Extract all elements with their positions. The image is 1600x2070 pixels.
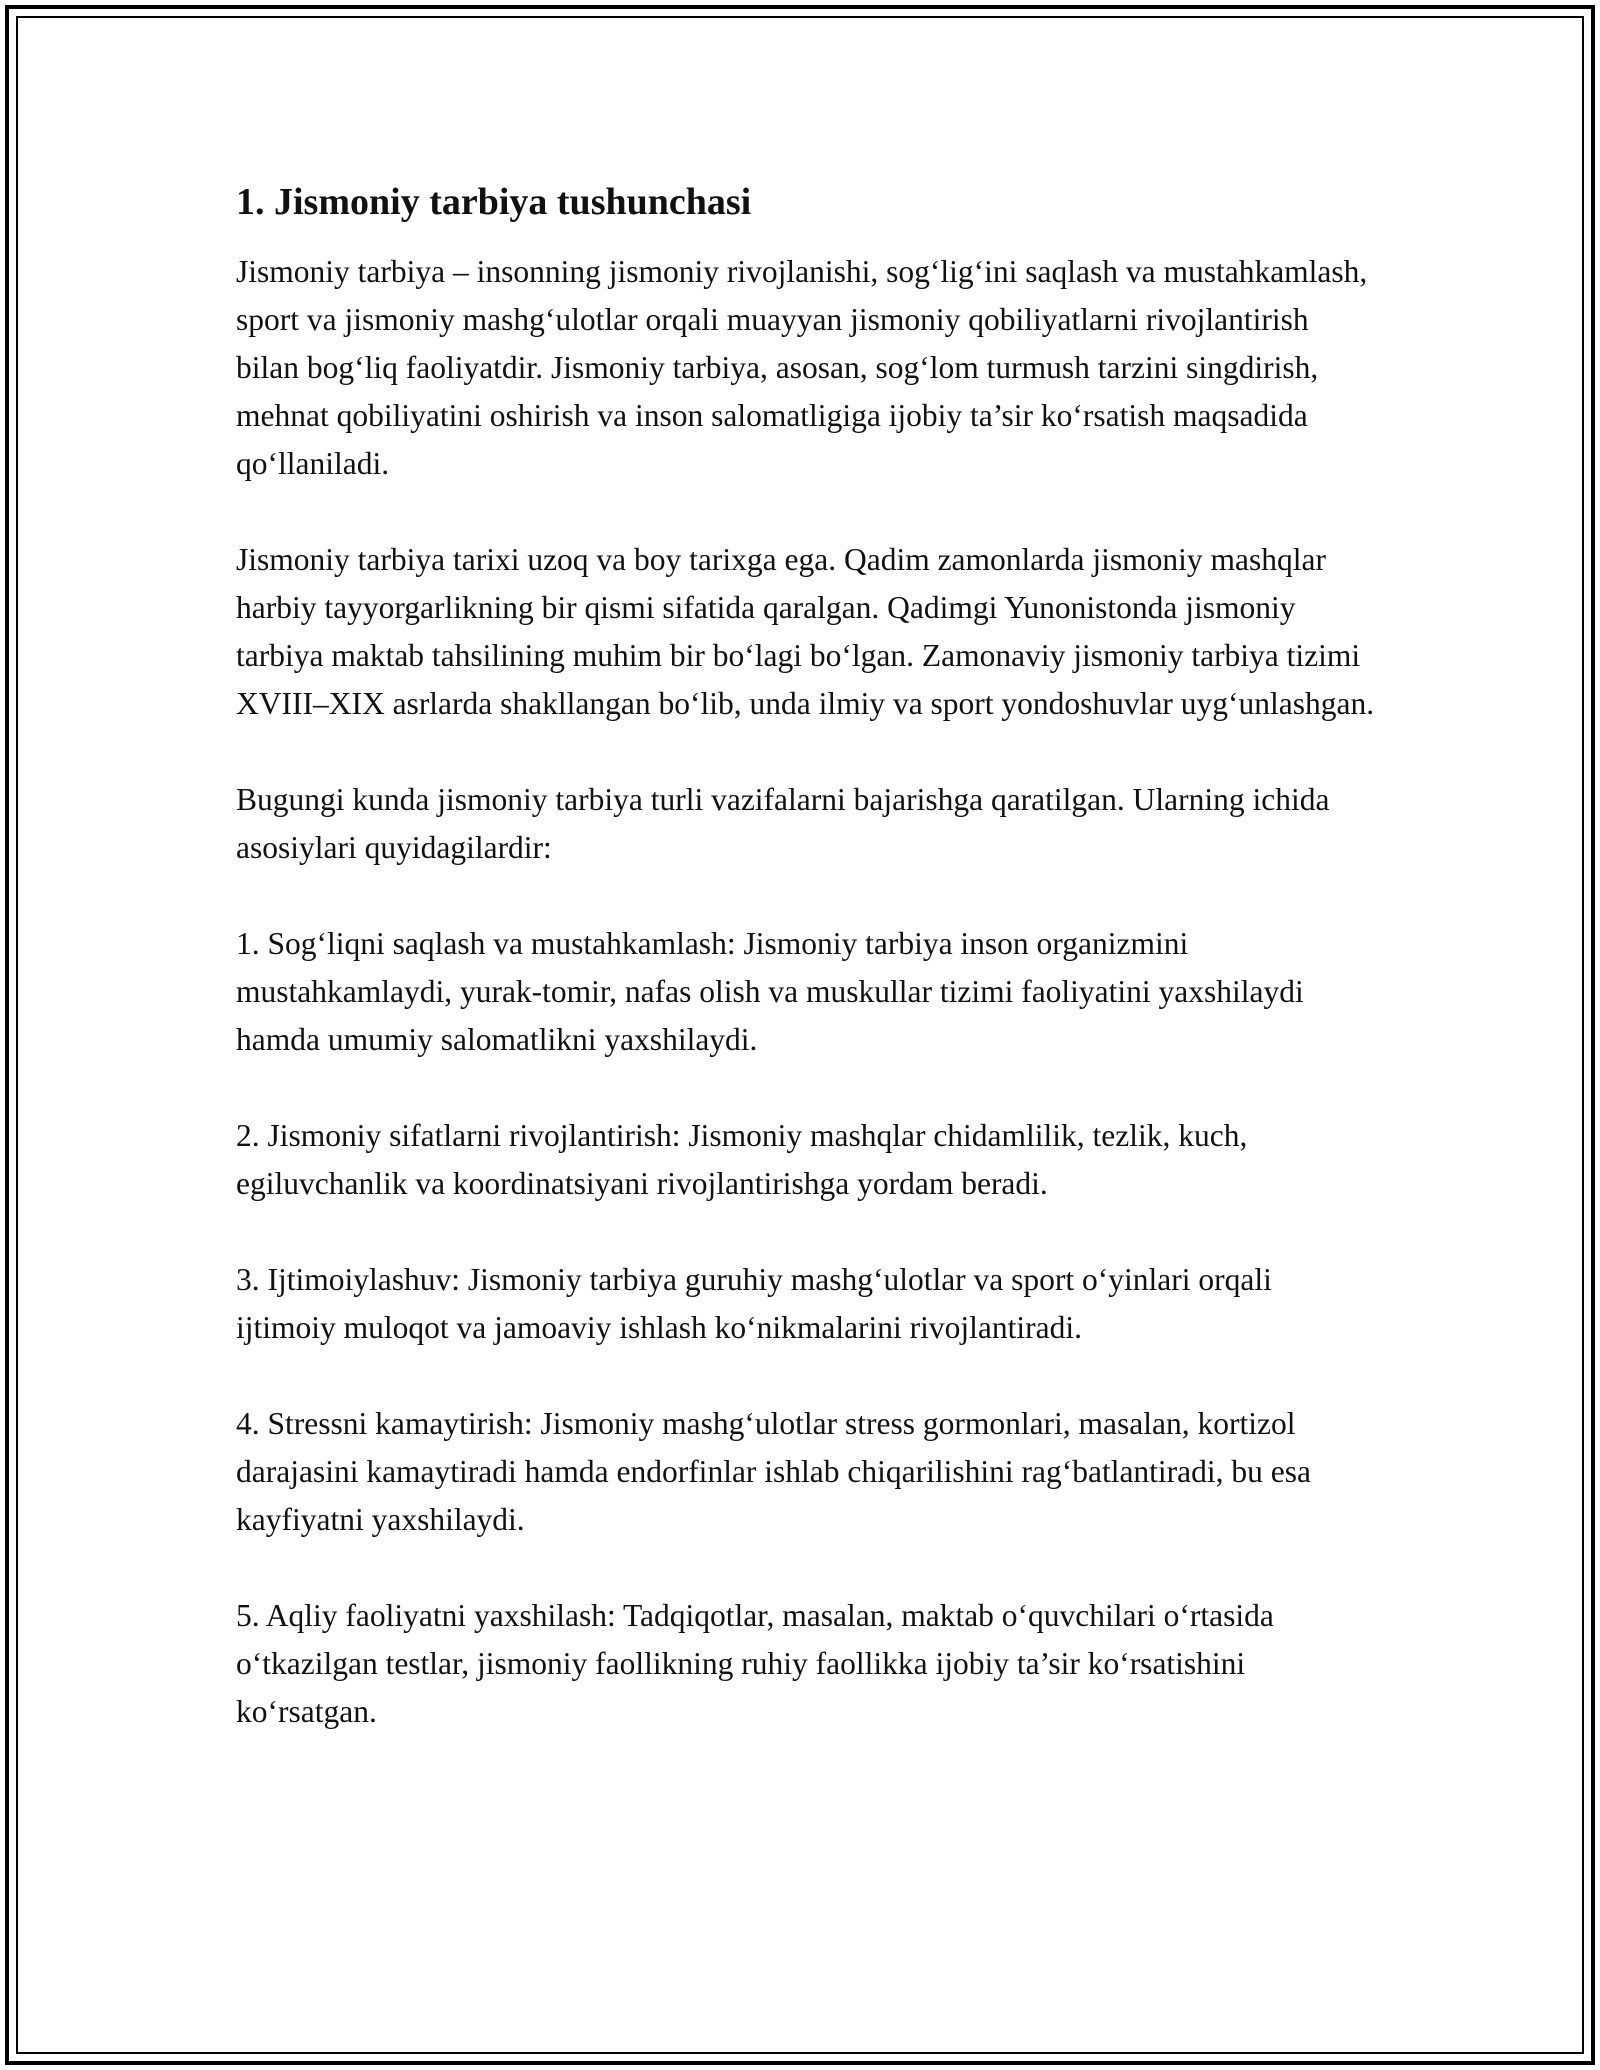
paragraph-definition: Jismoniy tarbiya – insonning jismoniy rivojlanishi, sog‘lig‘ini saqlash va mustahkamlash, sport va jismoniy mashg‘ulotlar orqali muayyan jismoniy qobiliyatlarni rivojlantirish bilan bog‘liq faoliyatdir. Jismoniy tarbiya, asosan, sog‘lom turmush tarzini singdirish, mehnat qobiliyatini oshirish va inson salomatligiga ijobiy ta’sir ko‘rsatish maqsadida qo‘llaniladi. [236,253,1368,481]
paragraph-history: Jismoniy tarbiya tarixi uzoq va boy tarixga ega. Qadim zamonlarda jismoniy mashqlar harbiy tayyorgarlikning bir qismi sifatida qaralgan. Qadimgi Yunonistonda jismoniy tarbiya maktab tahsilining muhim bir bo‘lagi bo‘lgan. Zamonaviy jismoniy tarbiya tizimi XVIII–XIX asrlarda shakllangan bo‘lib, unda ilmiy va sport yondoshuvlar uyg‘unlashgan. [236,541,1375,721]
document-body [236,180,1376,1784]
list-item-mental-activity: 5. Aqliy faoliyatni yaxshilash: Tadqiqotlar, masalan, maktab o‘quvchilari o‘rtasida o‘tkazilgan testlar, jismoniy faollikning ruhiy faollikka ijobiy ta’sir ko‘rsatishini ko‘rsatgan. [236,1597,1274,1729]
list-item-physical-qualities: 2. Jismoniy sifatlarni rivojlantirish: Jismoniy mashqlar chidamlilik, tezlik, kuch, egiluvchanlik va koordinatsiyani rivojlantirishga yordam beradi. [236,1117,1248,1201]
section-heading: 1. Jismoniy tarbiya tushunchasi [236,181,752,223]
paragraph-tasks-intro: Bugungi kunda jismoniy tarbiya turli vazifalarni bajarishga qaratilgan. Ularning ichida asosiylari quyidagilardir: [236,781,1330,865]
list-item-socialization: 3. Ijtimoiylashuv: Jismoniy tarbiya guruhiy mashg‘ulotlar va sport o‘yinlari orqali ijtimoiy muloqot va jamoaviy ishlash ko‘nikmalarini rivojlantiradi. [236,1261,1272,1345]
list-item-stress: 4. Stressni kamaytirish: Jismoniy mashg‘ulotlar stress gormonlari, masalan, kortizol darajasini kamaytiradi hamda endorfinlar ishlab chiqarilishini rag‘batlantiradi, bu esa kayfiyatni yaxshilaydi. [236,1405,1311,1537]
list-item-health: 1. Sog‘liqni saqlash va mustahkamlash: Jismoniy tarbiya inson organizmini mustahkamlaydi, yurak-tomir, nafas olish va muskullar tizimi faoliyatini yaxshilaydi hamda umumiy salomatlikni yaxshilaydi. [236,925,1304,1057]
